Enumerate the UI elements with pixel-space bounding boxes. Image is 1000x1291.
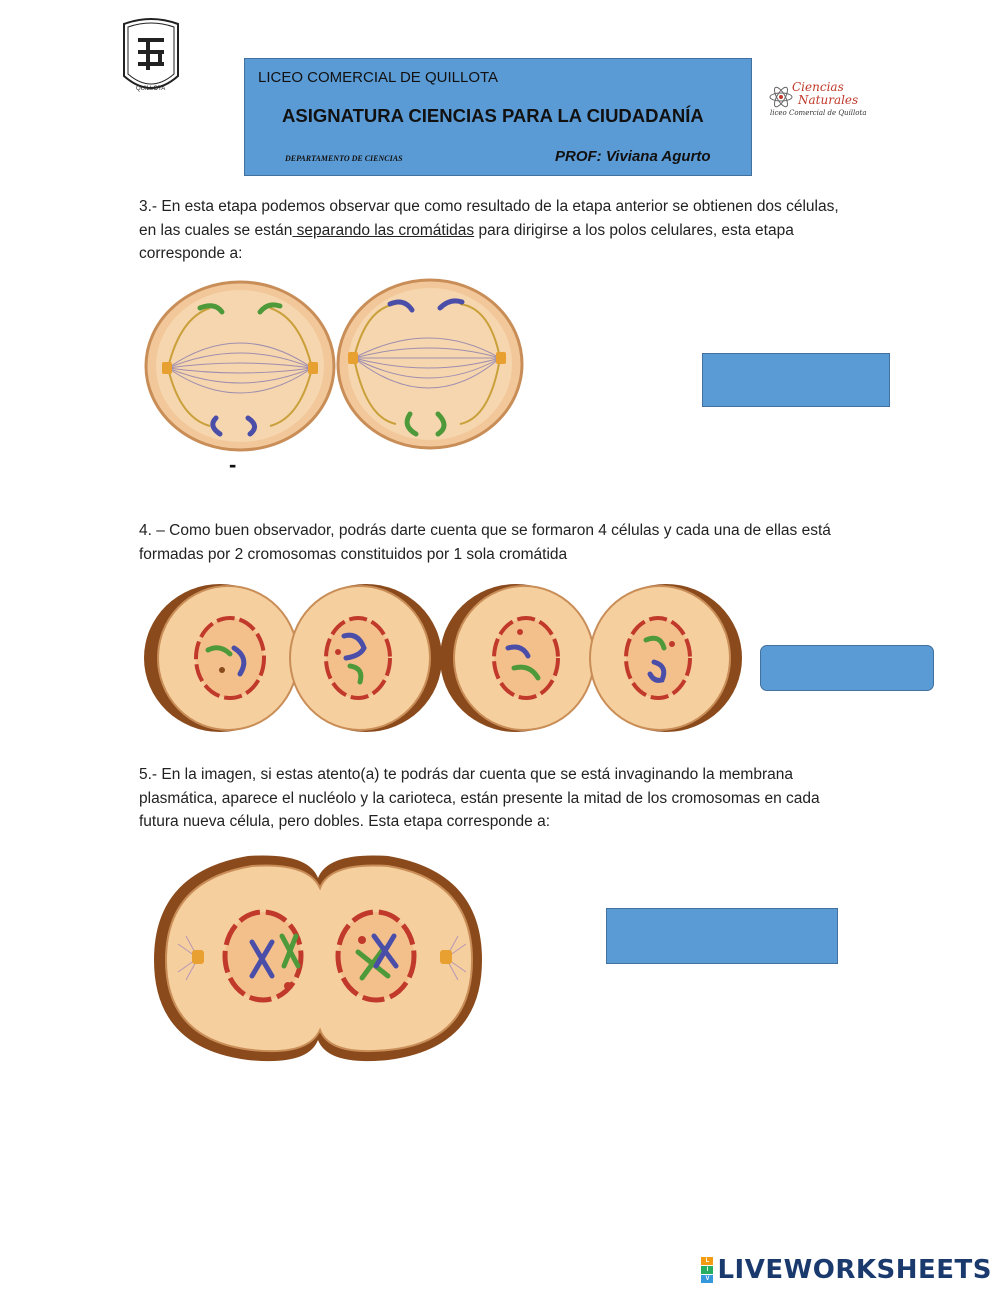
science-logo (768, 80, 867, 122)
answer-box-3[interactable] (702, 353, 890, 407)
header-box (244, 58, 752, 176)
answer-box-5[interactable] (606, 908, 838, 964)
answer-input-3[interactable] (703, 354, 889, 406)
question-3-underlined: separando las cromátidas (292, 221, 475, 239)
science-logo-line3: liceo Comercial de Quillota (770, 109, 867, 117)
telophase-illustration (148, 852, 488, 1066)
cell-1 (144, 584, 298, 732)
liveworksheets-brand (701, 1255, 992, 1285)
cell-3 (440, 584, 594, 732)
telophase-four-cells-illustration (142, 582, 742, 734)
question-3-text-after: para dirigirse a los polos celulares, esta etapa corresponde a: (139, 221, 794, 262)
answer-input-4[interactable] (761, 646, 933, 690)
brand-boxes (701, 1257, 713, 1283)
cell-4 (590, 584, 742, 732)
brand-wordmark: LIVEWORKSHEETS (717, 1255, 992, 1285)
logo-text-bottom: QUILLOTA (136, 86, 166, 92)
department-label: DEPARTAMENTO DE CIENCIAS (285, 154, 403, 163)
answer-input-5[interactable] (607, 909, 837, 963)
science-logo-line2: Naturales (798, 93, 859, 107)
anaphase-illustration (140, 278, 530, 458)
answer-box-4[interactable] (760, 645, 934, 691)
brand-box-1: L (701, 1257, 713, 1265)
question-3-text-before: 3.- En esta etapa podemos observar que como resultado de la etapa anterior se obtienen dos células, en las cuales se están (139, 198, 839, 239)
school-name: LICEO COMERCIAL DE QUILLOTA (258, 69, 499, 86)
brand-box-3: V (701, 1275, 713, 1283)
question-5-text: 5.- En la imagen, si estas atento(a) te podrás dar cuenta que se está invaginando la membrana plasmática, aparece el nucléolo y la carioteca, están presente la mitad de los cromosomas en cada futura nueva célula, pero dobles. Esta etapa corresponde a: (139, 766, 820, 830)
professor-label: PROF: Viviana Agurto (555, 148, 711, 165)
question-3-text (139, 195, 859, 266)
question-4-text: 4. – Como buen observador, podrás darte cuenta que se formaron 4 células y cada una de ellas está formadas por 2 cromosomas constituidos por 1 sola cromátida (139, 522, 831, 563)
brand-box-2: I (701, 1266, 713, 1274)
science-logo-line1: Ciencias (792, 80, 844, 94)
image-3-mark: - (229, 452, 237, 477)
cell-2 (290, 584, 442, 732)
subject-title: ASIGNATURA CIENCIAS PARA LA CIUDADANÍA (282, 105, 704, 126)
atom-icon (768, 84, 794, 110)
